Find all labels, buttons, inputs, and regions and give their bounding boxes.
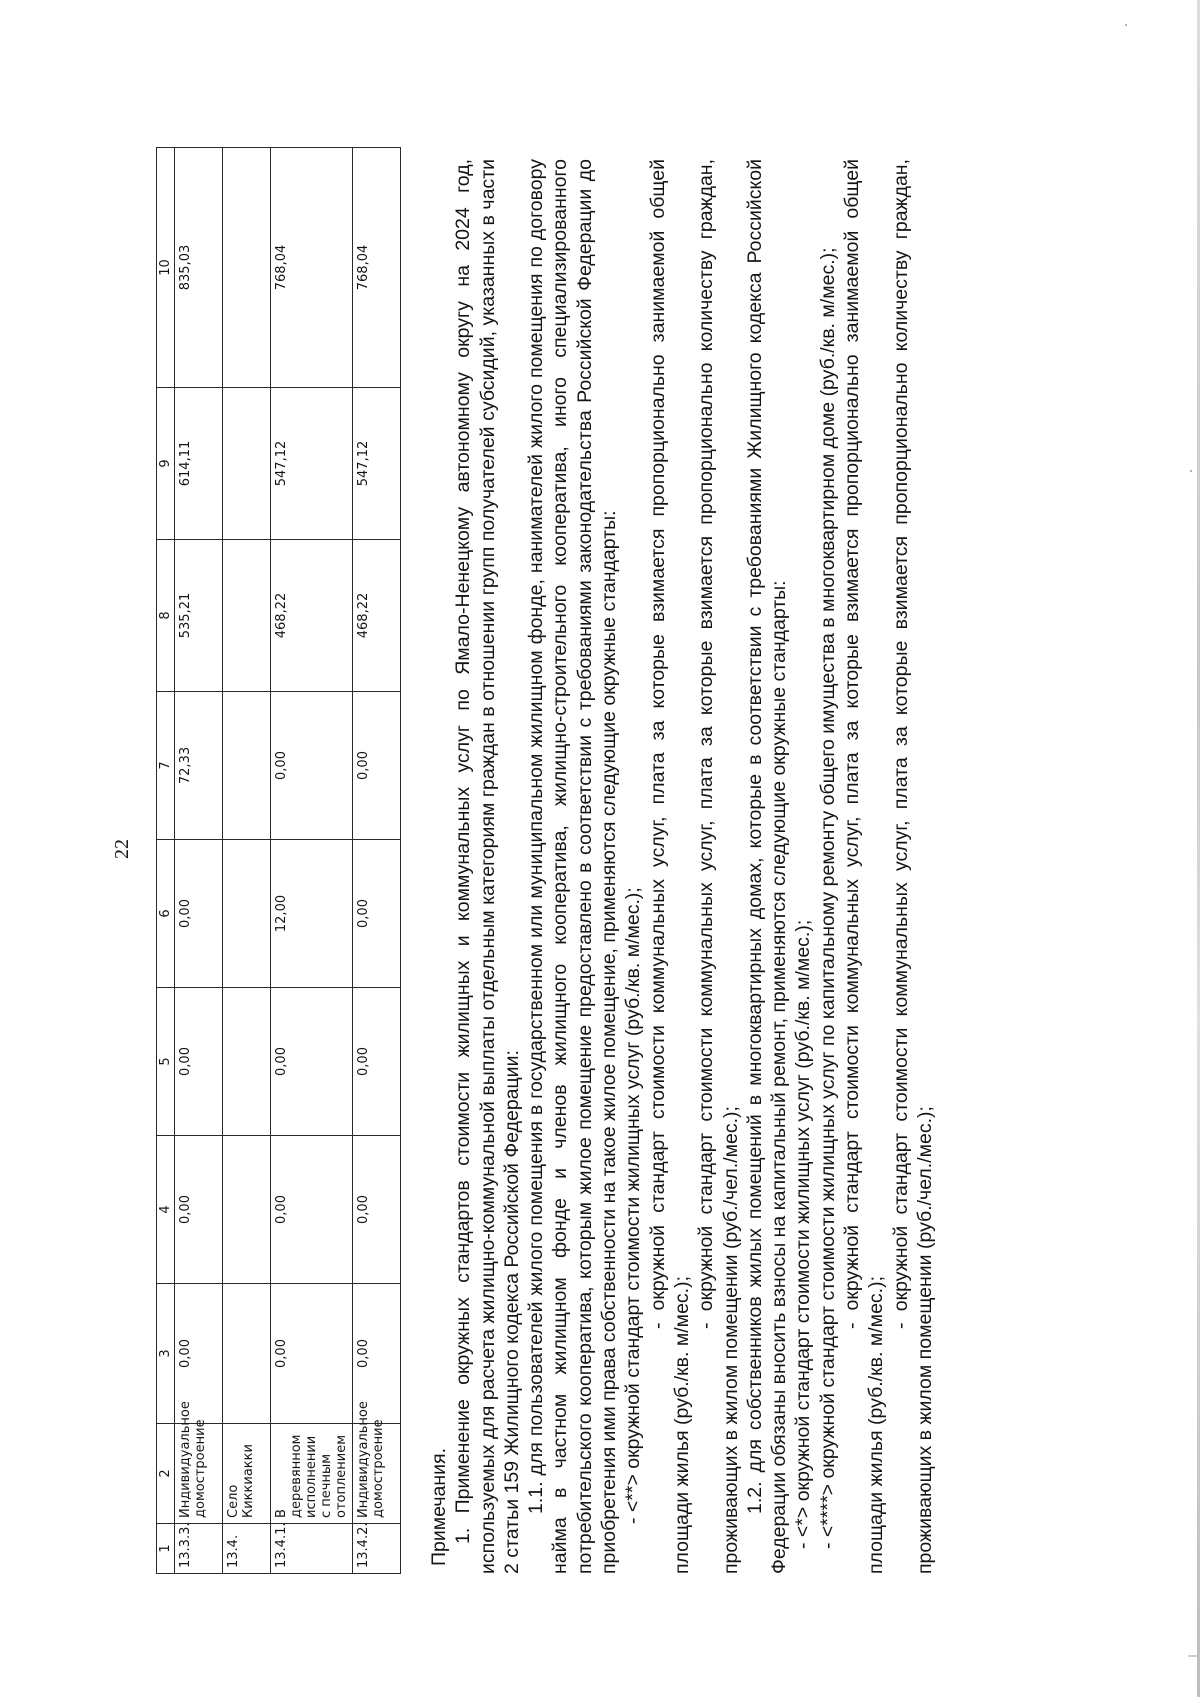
note-list-item: - окружной стандарт стоимости коммунальных услуг, плата за которые взимается пропорционально занимаемой общей площади жилья (руб./кв. м/мес.); <box>841 159 888 1574</box>
row-value: 614,11 <box>175 388 223 540</box>
page-number: 22 <box>111 839 133 859</box>
row-value: 468,22 <box>353 540 401 692</box>
document-page <box>95 74 1105 1624</box>
notes-section <box>427 159 937 1574</box>
standards-table <box>156 147 401 1574</box>
row-code: 13.4.1. <box>271 1524 353 1574</box>
table-row <box>223 148 271 1574</box>
table-header-cell: 5 <box>157 988 175 1136</box>
row-value: 0,00 <box>175 988 223 1136</box>
row-value: 835,03 <box>175 148 223 388</box>
row-value: 768,04 <box>353 148 401 388</box>
row-value: 0,00 <box>271 988 353 1136</box>
row-value: 12,00 <box>271 840 353 988</box>
row-value: 0,00 <box>271 1284 353 1424</box>
table-header-row <box>157 148 175 1574</box>
table-header-cell: 4 <box>157 1136 175 1284</box>
table-header-cell: 10 <box>157 148 175 388</box>
row-name: В деревянном исполнении с печным отоплением <box>271 1424 353 1524</box>
row-value: 0,00 <box>271 1136 353 1284</box>
note-list-item: - окружной стандарт стоимости коммунальных услуг, плата за которые взимается пропорционально занимаемой общей площади жилья (руб./кв. м/мес.); <box>646 159 693 1574</box>
table-row <box>353 148 401 1574</box>
note-list-item: - окружной стандарт стоимости коммунальных услуг, плата за которые взимается пропорционально количеству граждан, проживающих в жилом помещении (руб./чел./мес.); <box>889 159 936 1574</box>
table-header-cell: 9 <box>157 388 175 540</box>
table-header-cell: 1 <box>157 1524 175 1574</box>
table-row <box>175 148 223 1574</box>
row-value: 468,22 <box>271 540 353 692</box>
note-paragraph: 1.1. для пользователей жилого помещения в государственном или муниципальном жилищном фонде, нанимателей жилого помещения по договору найма в частном жилищном фонде и членов жилищного кооператива, жилищно-строительного кооператива, иного специализированного потребительского кооператива, которым жилое помещение предоставлено в соответствии с требованиями законодательства Российской Федерации до приобретения ими права собственности на такое жилое помещение, применяются следующие окружные стандарты: <box>525 159 621 1574</box>
table-header-cell: 2 <box>157 1424 175 1524</box>
row-name: Индивидуальное домостроение <box>175 1424 223 1524</box>
row-value: 0,00 <box>271 692 353 840</box>
scan-mark <box>1188 1655 1198 1657</box>
row-value: 547,12 <box>353 388 401 540</box>
row-code: 13.4.2. <box>353 1524 401 1574</box>
note-list-item: - <****> окружной стандарт стоимости жилищных услуг по капитальному ремонту общего имущества в многоквартирном доме (руб./кв. м/мес.); <box>816 247 839 1549</box>
table-header-cell: 8 <box>157 540 175 692</box>
row-value: 0,00 <box>353 840 401 988</box>
row-value: 72,33 <box>175 692 223 840</box>
scan-speck <box>1190 470 1192 472</box>
row-value: 0,00 <box>353 692 401 840</box>
row-value: 535,21 <box>175 540 223 692</box>
note-paragraph: 1. Применение окружных стандартов стоимости жилищных и коммунальных услуг по Ямало-Ненецкому автономному округу на 2024 год, используемых для расчета жилищно-коммунальной выплаты отдельным категориям граждан в отношении групп получателей субсидий, указанных в части 2 статьи 159 Жилищного кодекса Российской Федерации: <box>452 159 523 1574</box>
row-code: 13.4. <box>223 1524 271 1574</box>
row-value: 0,00 <box>175 840 223 988</box>
scan-speck <box>1125 24 1127 26</box>
note-list-item: - <*> окружной стандарт стоимости жилищных услуг (руб./кв. м/мес.); <box>792 919 815 1549</box>
table-header-cell: 6 <box>157 840 175 988</box>
row-name: Село Киккиакки <box>223 1424 271 1524</box>
row-value: 0,00 <box>353 1136 401 1284</box>
table-header-cell: 7 <box>157 692 175 840</box>
table-row <box>271 148 353 1574</box>
table-header-cell: 3 <box>157 1284 175 1424</box>
row-value: 0,00 <box>175 1284 223 1424</box>
row-code: 13.3.3. <box>175 1524 223 1574</box>
row-value: 0,00 <box>175 1136 223 1284</box>
row-value: 547,12 <box>271 388 353 540</box>
row-value: 0,00 <box>353 988 401 1136</box>
row-value: 768,04 <box>271 148 353 388</box>
note-list-item: - <**> окружной стандарт стоимости жилищных услуг (руб./кв. м/мес.); <box>622 887 645 1524</box>
row-value: 0,00 <box>353 1284 401 1424</box>
note-paragraph: 1.2. для собственников жилых помещений в многоквартирных домах, которые в соответствии с требованиями Жилищного кодекса Российской Федерации обязаны вносить взносы на капитальный ремонт, применяются следующие окружные стандарты: <box>743 159 791 1574</box>
note-list-item: - окружной стандарт стоимости коммунальных услуг, плата за которые взимается пропорционально количеству граждан, проживающих в жилом помещении (руб./чел./мес.); <box>695 159 742 1574</box>
row-name: Индивидуальное домостроение <box>353 1424 401 1524</box>
notes-title: Примечания. <box>428 1448 450 1566</box>
